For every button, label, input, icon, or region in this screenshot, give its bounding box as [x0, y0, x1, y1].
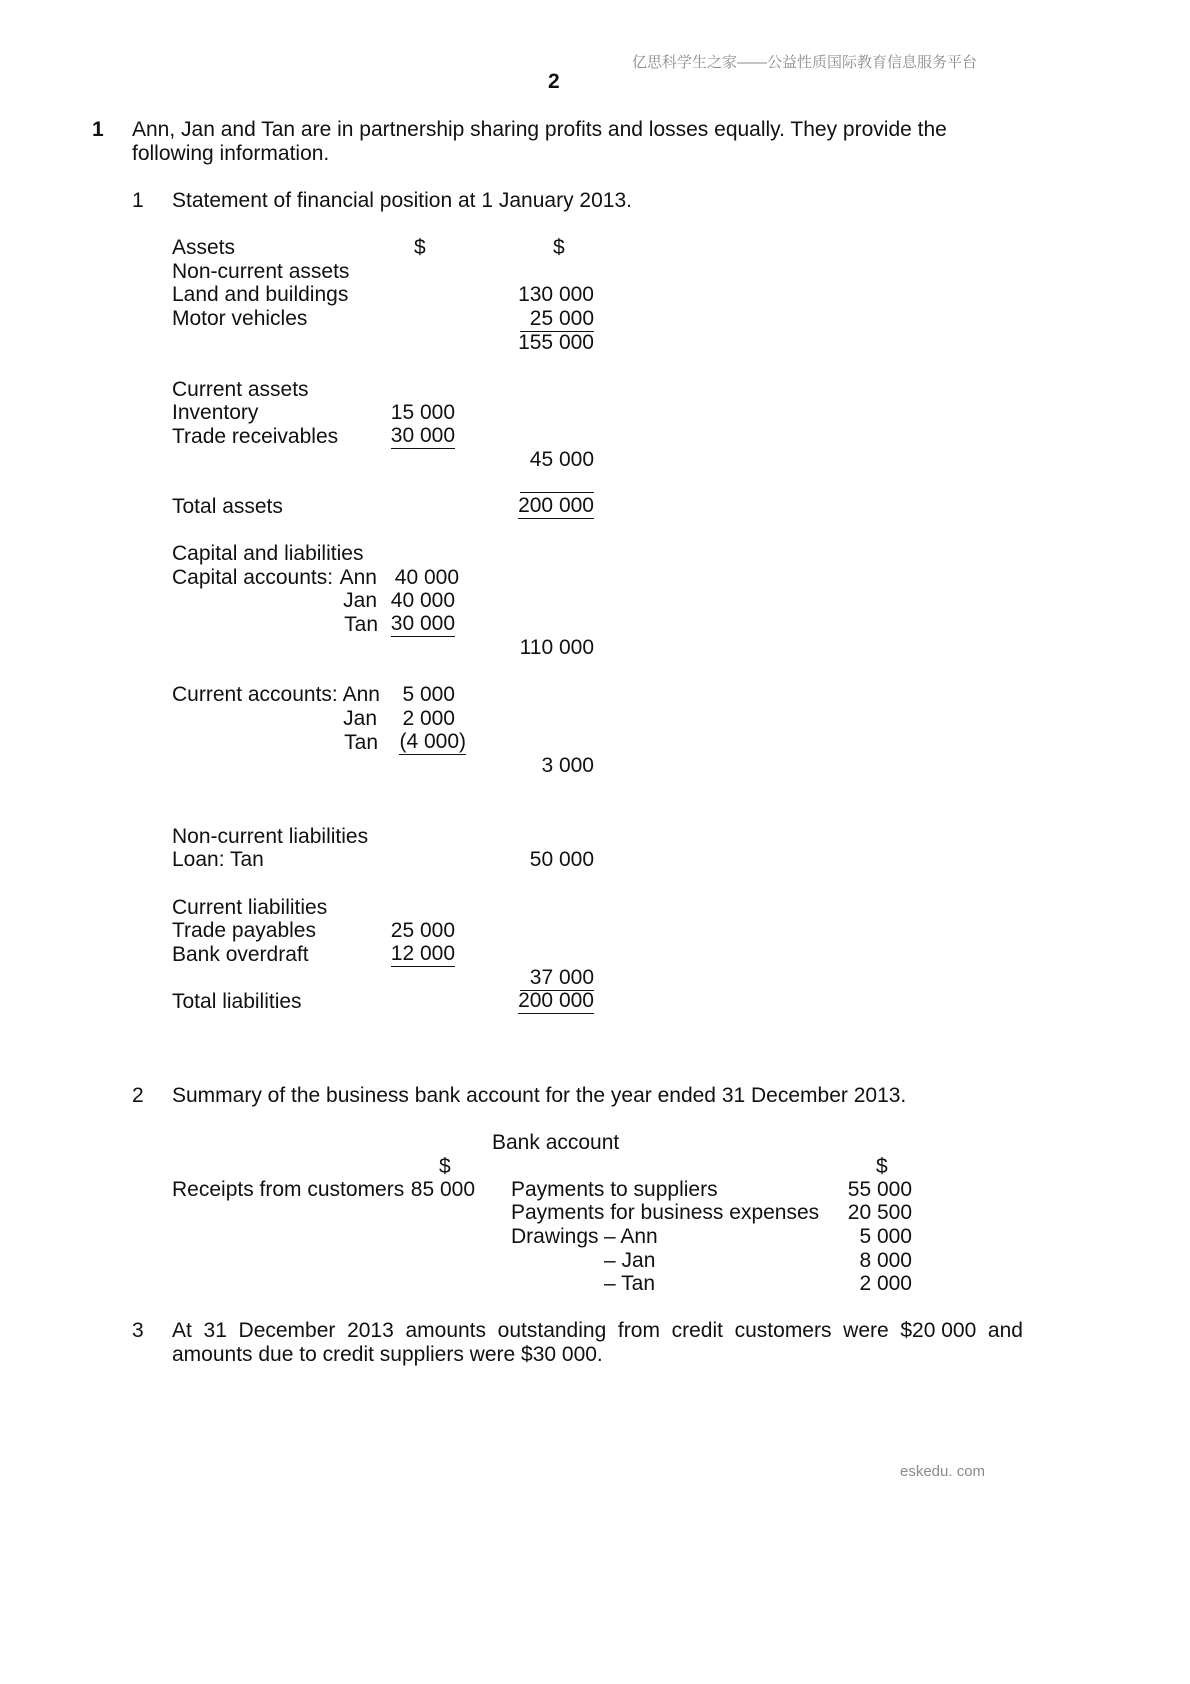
- total-liabilities-value: 200 000: [518, 989, 594, 1012]
- ca-total: 45 000: [529, 448, 594, 471]
- header-watermark: 亿思科学生之家——公益性质国际教育信息服务平台: [632, 54, 978, 71]
- current-partner-value: 2 000: [402, 707, 455, 730]
- current-liabilities-heading: Current liabilities: [172, 896, 328, 919]
- trade-payables-value: 25 000: [390, 919, 455, 942]
- capital-partner-value: 40 000: [390, 589, 455, 612]
- payments-suppliers-value: 55 000: [847, 1178, 912, 1201]
- drawings-partner-value: 5 000: [859, 1225, 912, 1248]
- drawings-partner-name: – Jan: [604, 1249, 656, 1272]
- question-intro-line2: following information.: [132, 142, 330, 165]
- payments-expenses-value: 20 500: [847, 1201, 912, 1224]
- bank-overdraft-label: Bank overdraft: [172, 943, 309, 966]
- receipts-label: Receipts from customers: [172, 1178, 405, 1201]
- current-partner-value: (4 000): [399, 730, 466, 753]
- trade-receivables-value: 30 000: [390, 424, 455, 447]
- col2-currency: $: [553, 236, 565, 259]
- item3-line2: amounts due to credit suppliers were $30 000.: [172, 1343, 603, 1366]
- current-partner-name: Jan: [343, 707, 377, 730]
- total-assets-label: Total assets: [172, 495, 283, 518]
- capital-partner-name: Jan: [343, 589, 377, 612]
- loan-tan-label: Loan: Tan: [172, 848, 264, 871]
- page-number: 2: [548, 70, 560, 93]
- drawings-partner-name: – Tan: [604, 1272, 655, 1295]
- loan-tan-value: 50 000: [529, 848, 594, 871]
- item1-number: 1: [132, 189, 144, 212]
- drawings-partner-value: 8 000: [859, 1249, 912, 1272]
- current-total: 3 000: [541, 754, 594, 777]
- drawings-label: Drawings: [511, 1225, 599, 1248]
- item2-number: 2: [132, 1084, 144, 1107]
- current-accounts-label: Current accounts:: [172, 683, 338, 706]
- capital-total: 110 000: [519, 636, 594, 659]
- current-partner-name: Tan: [344, 731, 378, 754]
- col1-currency: $: [414, 236, 426, 259]
- motor-vehicles-label: Motor vehicles: [172, 307, 308, 330]
- drawings-partner-value: 2 000: [859, 1272, 912, 1295]
- capital-partner-name: Ann: [339, 566, 377, 589]
- non-current-liabilities-heading: Non-current liabilities: [172, 825, 369, 848]
- question-intro-line1: Ann, Jan and Tan are in partnership sharing profits and losses equally. They provide the: [132, 118, 947, 141]
- footer-site: eskedu. com: [900, 1463, 986, 1480]
- bank-credit-currency: $: [876, 1155, 888, 1178]
- inventory-label: Inventory: [172, 401, 259, 424]
- bank-debit-currency: $: [439, 1155, 451, 1178]
- payments-expenses-label: Payments for business expenses: [511, 1201, 820, 1224]
- current-partner-name: Ann: [342, 683, 380, 706]
- motor-vehicles-value: 25 000: [529, 307, 594, 330]
- current-partner-value: 5 000: [402, 683, 455, 706]
- assets-heading: Assets: [172, 236, 236, 259]
- trade-receivables-label: Trade receivables: [172, 425, 339, 448]
- bank-account-title: Bank account: [492, 1131, 620, 1154]
- non-current-assets-heading: Non-current assets: [172, 260, 350, 283]
- land-buildings-value: 130 000: [518, 283, 594, 306]
- item1-text: Statement of financial position at 1 January 2013.: [172, 189, 632, 212]
- capital-partner-value: 30 000: [390, 612, 455, 635]
- nca-total: 155 000: [518, 331, 594, 354]
- question-number: 1: [92, 118, 104, 141]
- current-assets-heading: Current assets: [172, 378, 309, 401]
- payments-suppliers-label: Payments to suppliers: [511, 1178, 718, 1201]
- capital-liabilities-heading: Capital and liabilities: [172, 542, 364, 565]
- item3-number: 3: [132, 1319, 144, 1342]
- capital-partner-value: 40 000: [394, 566, 459, 589]
- bank-overdraft-value: 12 000: [390, 942, 455, 965]
- land-buildings-label: Land and buildings: [172, 283, 349, 306]
- trade-payables-label: Trade payables: [172, 919, 316, 942]
- item3-line1: At 31 December 2013 amounts outstanding from credit customers were $20 000 and: [172, 1319, 1023, 1342]
- total-liabilities-label: Total liabilities: [172, 990, 302, 1013]
- capital-partner-name: Tan: [344, 613, 378, 636]
- drawings-partner-name: – Ann: [604, 1225, 658, 1248]
- total-assets-topline: [520, 492, 594, 493]
- total-assets-value: 200 000: [518, 494, 594, 517]
- capital-accounts-label: Capital accounts:: [172, 566, 334, 589]
- inventory-value: 15 000: [390, 401, 455, 424]
- receipts-value: 85 000: [410, 1178, 475, 1201]
- cl-total: 37 000: [529, 966, 594, 989]
- item2-text: Summary of the business bank account for the year ended 31 December 2013.: [172, 1084, 907, 1107]
